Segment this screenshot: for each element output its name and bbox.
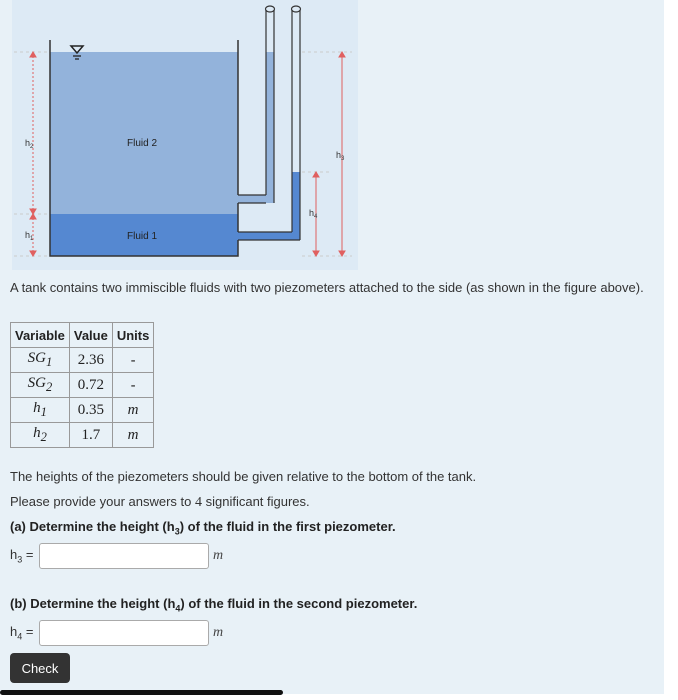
unit-cell: m (112, 423, 154, 448)
h4-unit: m (213, 625, 224, 640)
piezometer2-fluid (292, 172, 300, 240)
value-cell: 0.35 (69, 398, 112, 423)
horizontal-scrollbar[interactable] (0, 690, 283, 695)
variable-cell: $h_2$ (11, 423, 70, 448)
answer-row-b (10, 620, 223, 646)
sigfig-note: Please provide your answers to 4 significant figures. (10, 494, 310, 510)
table-row (11, 398, 154, 423)
h3-unit: m (213, 548, 224, 563)
check-button[interactable]: Check (10, 653, 70, 683)
unit-cell: - (112, 348, 154, 373)
unit-cell: - (112, 373, 154, 398)
h3-input-label: $h_3$ = (10, 547, 34, 565)
h4-label: $h_4$ (309, 208, 318, 220)
table-row (11, 373, 154, 398)
unit-cell: m (112, 398, 154, 423)
h3-label: $h_3$ (336, 150, 345, 162)
variables-table (10, 322, 154, 448)
question-b: (b) Determine the height $(h_4)$ of the fluid in the second piezometer. (10, 596, 418, 614)
piezometer1-fluid (266, 52, 274, 203)
h3-input[interactable] (39, 543, 209, 569)
h4-input[interactable] (39, 620, 209, 646)
table-row (11, 348, 154, 373)
fluid2-region (50, 52, 238, 214)
question-a: (a) Determine the height $(h_3)$ of the fluid in the first piezometer. (10, 519, 396, 537)
table-row (11, 423, 154, 448)
h4-input-label: $h_4$ = (10, 624, 34, 642)
upper-connector-pipe (238, 195, 270, 203)
variable-cell: $SG_1$ (11, 348, 70, 373)
h1-label: $h_1$ (25, 230, 34, 242)
variable-cell: $h_1$ (11, 398, 70, 423)
header-variable: Variable (11, 323, 70, 348)
fluid1-label: Fluid 1 (127, 231, 158, 242)
tank-figure (0, 0, 662, 275)
value-cell: 2.36 (69, 348, 112, 373)
table-header-row (11, 323, 154, 348)
problem-description: A tank contains two immiscible fluids with two piezometers attached to the side (as shown in the figure above). (10, 280, 644, 295)
answer-row-a (10, 543, 223, 569)
header-value: Value (69, 323, 112, 348)
fluid2-label: Fluid 2 (127, 138, 158, 149)
variable-cell: $SG_2$ (11, 373, 70, 398)
lower-connector-pipe (238, 232, 296, 240)
value-cell: 0.72 (69, 373, 112, 398)
h2-label: $h_2$ (25, 138, 34, 150)
heights-note: The heights of the piezometers should be given relative to the bottom of the tank. (10, 469, 477, 484)
header-units: Units (112, 323, 154, 348)
value-cell: 1.7 (69, 423, 112, 448)
